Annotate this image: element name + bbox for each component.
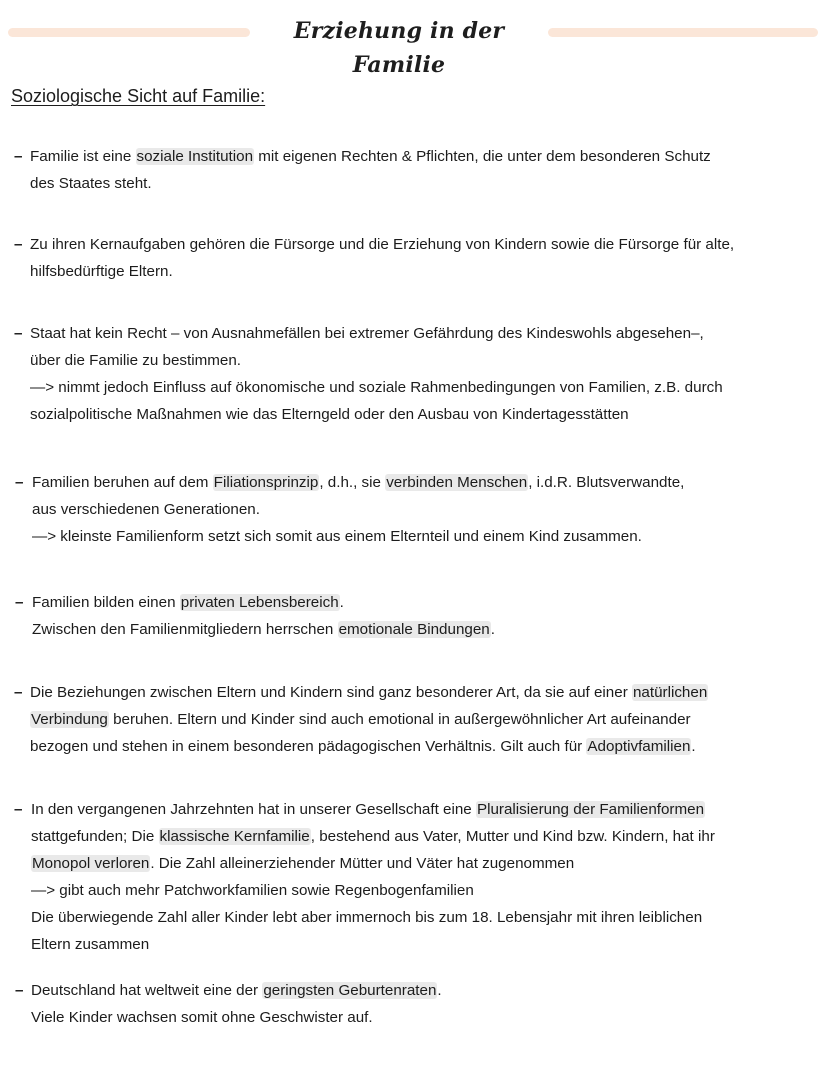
text-segment: Viele Kinder wachsen somit ohne Geschwister auf. — [31, 1009, 373, 1026]
bullet-dash: – — [14, 801, 23, 818]
text-segment: des Staates steht. — [30, 175, 152, 192]
text-segment: über die Familie zu bestimmen. — [30, 352, 242, 369]
bullet-line — [30, 143, 711, 170]
text-segment: Zu ihren Kernaufgaben gehören die Fürsorge und die Erziehung von Kindern sowie die Fürsorge für alte, — [30, 236, 735, 253]
text-segment: Familie ist eine — [30, 148, 136, 165]
bullet-item — [14, 796, 715, 958]
bullet-line — [31, 977, 442, 1004]
bullet-item — [15, 589, 495, 643]
text-segment: stattgefunden; Die — [31, 828, 159, 845]
section-heading: Soziologische Sicht auf Familie: — [11, 86, 266, 106]
bullet-item — [14, 320, 723, 428]
bullet-line — [31, 850, 715, 877]
bullet-item — [14, 143, 711, 197]
bullet-line — [31, 877, 715, 904]
text-segment: Familien bilden einen — [32, 594, 180, 611]
bullet-line — [30, 401, 723, 428]
bullet-item — [14, 679, 708, 760]
highlighted-term: Pluralisierung der Familienformen — [476, 801, 705, 818]
bullet-line — [30, 258, 734, 285]
bullet-text — [31, 977, 442, 1031]
bullet-text — [30, 231, 734, 285]
highlighted-term: klassische Kernfamilie — [159, 828, 310, 845]
bullet-line — [31, 1004, 442, 1031]
text-segment: aus verschiedenen Generationen. — [32, 501, 260, 518]
bullet-line — [30, 347, 723, 374]
bullet-line — [32, 523, 684, 550]
bullet-line — [30, 170, 711, 197]
bullet-text — [30, 320, 723, 428]
bullet-dash: – — [15, 474, 24, 491]
text-segment: . — [490, 621, 495, 638]
bullet-item — [15, 469, 684, 550]
text-segment: . Die Zahl alleinerziehender Mütter und Väter hat zugenommen — [150, 855, 575, 872]
highlighted-term: privaten Lebensbereich — [180, 594, 339, 611]
bullet-dash: – — [14, 684, 23, 701]
highlighted-term: soziale Institution — [136, 148, 254, 165]
text-segment: , i.d.R. Blutsverwandte, — [528, 474, 685, 491]
title-decoration-left — [8, 28, 250, 37]
highlighted-term: Adoptivfamilien — [587, 738, 691, 755]
bullet-text — [32, 589, 495, 643]
bullet-line — [31, 904, 715, 931]
text-segment: bezogen und stehen in einem besonderen pädagogischen Verhältnis. Gilt auch für — [30, 738, 587, 755]
text-segment: Zwischen den Familienmitgliedern herrschen — [32, 621, 338, 638]
highlighted-term: emotionale Bindungen — [338, 621, 490, 638]
bullet-text — [30, 143, 711, 197]
highlighted-term: Filiationsprinzip — [213, 474, 319, 491]
text-segment: . — [339, 594, 344, 611]
bullet-line — [31, 931, 715, 958]
highlighted-term: natürlichen — [632, 684, 708, 701]
page-title: Erziehung in der Familie — [293, 18, 505, 78]
bullet-text — [32, 469, 684, 550]
title-row — [0, 14, 828, 78]
bullet-item — [14, 231, 734, 285]
text-segment: , d.h., sie — [319, 474, 386, 491]
text-segment: Die Beziehungen zwischen Eltern und Kindern sind ganz besonderer Art, da sie auf einer — [30, 684, 632, 701]
text-segment: hilfsbedürftige Eltern. — [30, 263, 173, 280]
text-segment: —> kleinste Familienform setzt sich somit aus einem Elternteil und einem Kind zusammen. — [32, 528, 642, 545]
bullet-line — [30, 374, 723, 401]
text-segment: . — [691, 738, 696, 755]
highlighted-term: Verbindung — [31, 711, 108, 728]
text-segment: —> nimmt jedoch Einfluss auf ökonomische und soziale Rahmenbedingungen von Familien, z.B. durch — [30, 379, 723, 396]
text-segment: Familien beruhen auf dem — [32, 474, 213, 491]
highlighted-term: geringsten Geburtenraten — [263, 982, 437, 999]
highlighted-term: verbinden Menschen — [386, 474, 528, 491]
bullet-dash: – — [15, 982, 24, 999]
text-segment: sozialpolitische Maßnahmen wie das Elterngeld oder den Ausbau von Kindertagesstätten — [30, 406, 629, 423]
bullet-dash: – — [15, 594, 24, 611]
text-segment: mit eigenen Rechten & Pflichten, die unter dem besonderen Schutz — [254, 148, 711, 165]
text-segment: beruhen. Eltern und Kinder sind auch emotional in außergewöhnlicher Art aufeinander — [108, 711, 691, 728]
bullet-line — [31, 796, 715, 823]
bullet-line — [30, 320, 723, 347]
bullet-item — [15, 977, 442, 1031]
text-segment: Staat hat kein Recht – von Ausnahmefällen bei extremer Gefährdung des Kindeswohls abgesehen–, — [30, 325, 704, 342]
text-segment: , bestehend aus Vater, Mutter und Kind bzw. Kindern, hat ihr — [310, 828, 715, 845]
bullet-dash: – — [14, 325, 23, 342]
text-segment: Deutschland hat weltweit eine der — [31, 982, 263, 999]
bullet-line — [32, 589, 495, 616]
bullet-dash: – — [14, 236, 23, 253]
bullet-line — [32, 616, 495, 643]
bullet-text — [30, 679, 708, 760]
bullet-line — [30, 706, 708, 733]
text-segment: —> gibt auch mehr Patchworkfamilien sowie Regenbogenfamilien — [31, 882, 474, 899]
bullet-text — [31, 796, 715, 958]
bullet-line — [31, 823, 715, 850]
bullet-line — [30, 733, 708, 760]
title-decoration-right — [548, 28, 818, 37]
bullet-line — [32, 469, 684, 496]
highlighted-term: Monopol verloren — [32, 855, 150, 872]
text-segment: . — [437, 982, 442, 999]
bullet-line — [32, 496, 684, 523]
text-segment: Die überwiegende Zahl aller Kinder lebt aber immernoch bis zum 18. Lebensjahr mit ihren leiblichen — [31, 909, 703, 926]
text-segment: Eltern zusammen — [31, 936, 150, 953]
bullet-line — [30, 679, 708, 706]
bullet-line — [30, 231, 734, 258]
bullet-dash: – — [14, 148, 23, 165]
text-segment: In den vergangenen Jahrzehnten hat in unserer Gesellschaft eine — [31, 801, 476, 818]
